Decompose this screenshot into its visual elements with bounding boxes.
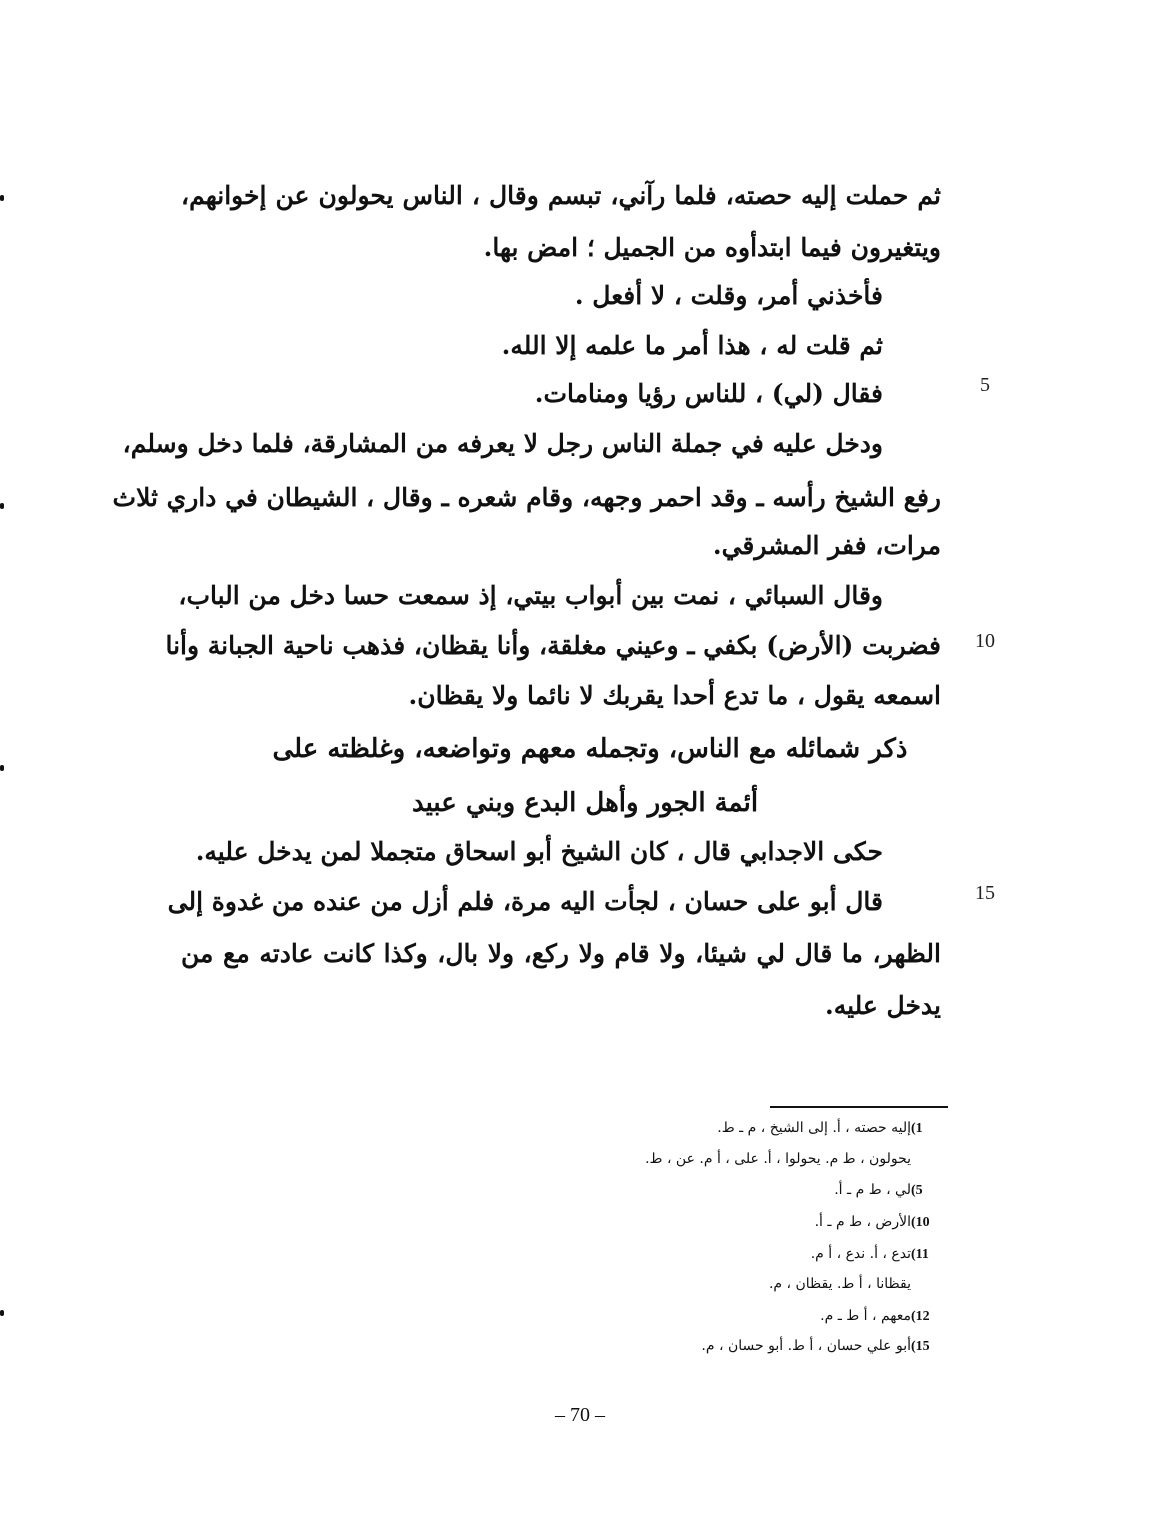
body-line: قال أبو على حسان ، لجأت اليه مرة، فلم أزل من عنده من غدوة إلى [167, 887, 883, 916]
line-number: 5 [980, 374, 990, 396]
footnote-text: معهم ، أ ط ـ م. [820, 1308, 911, 1324]
scan-edge-mark [0, 765, 4, 771]
footnote-text: تدع ، أ. ندع ، أ م. [810, 1246, 911, 1262]
body-line: ويتغيرون فيما ابتدأوه من الجميل ؛ امض بها. [483, 233, 941, 262]
body-line: فضربت (الأرض) بكفي ـ وعيني مغلقة، وأنا يقظان، فذهب ناحية الجبانة وأنا [165, 631, 941, 660]
body-line: مرات، ففر المشرقي. [712, 531, 941, 560]
body-line: وقال السبائي ، نمت بين أبواب بيتي، إذ سمعت حسا دخل من الباب، [178, 581, 883, 610]
footnote-number: 12) [911, 1309, 930, 1324]
footnote [811, 1244, 941, 1266]
footnote-number: 5) [911, 1183, 923, 1198]
footnote [717, 1118, 941, 1140]
scan-edge-mark [0, 195, 4, 201]
body-line: يدخل عليه. [824, 991, 941, 1020]
footnote [769, 1274, 941, 1296]
body-line: اسمعه يقول ، ما تدع أحدا يقربك لا نائما ولا يقظان. [408, 681, 941, 710]
footnote-number: 1) [911, 1121, 923, 1136]
footnote [834, 1180, 941, 1202]
footnote-text: إليه حصته ، أ. إلى الشيخ ، م ـ ط. [717, 1120, 911, 1136]
section-heading: أئمة الجور وأهل البدع وبني عبيد [411, 788, 759, 818]
section-heading: ذكر شمائله مع الناس، وتجمله معهم وتواضعه، وغلظته على [272, 734, 908, 764]
line-number: 10 [975, 630, 995, 652]
body-line: رفع الشيخ رأسه ـ وقد احمر وجهه، وقام شعره ـ وقال ، الشيطان في داري ثلاث [112, 483, 941, 512]
body-line: الظهر، ما قال لي شيئا، ولا قام ولا ركع، ولا بال، وكذا كانت عادته مع من [181, 939, 941, 968]
footnote [701, 1336, 941, 1358]
footnote-number: 15) [911, 1339, 930, 1354]
footnote-text: أبو علي حسان ، أ ط. أبو حسان ، م. [701, 1338, 911, 1354]
body-line: ثم قلت له ، هذا أمر ما علمه إلا الله. [501, 331, 883, 360]
scan-edge-mark [0, 503, 4, 509]
body-line: حكى الاجدابي قال ، كان الشيخ أبو اسحاق متجملا لمن يدخل عليه. [195, 837, 883, 866]
footnote [815, 1212, 941, 1234]
body-line: ثم حملت إليه حصته، فلما رآني، تبسم وقال ، الناس يحولون عن إخوانهم، [181, 181, 941, 210]
footnote-text: يحولون ، ط م. يحولوا ، أ. على ، أ م. عن ، ط. [645, 1151, 911, 1167]
scan-edge-mark [0, 1310, 4, 1316]
footnote-text: لي ، ط م ـ أ. [834, 1182, 911, 1198]
body-line: فأخذني أمر، وقلت ، لا أفعل . [574, 281, 883, 310]
footnote-text: الأرض ، ط م ـ أ. [814, 1214, 911, 1230]
page-number: – 70 – [555, 1404, 605, 1426]
footnote-number: 10) [911, 1215, 930, 1230]
body-line: ودخل عليه في جملة الناس رجل لا يعرفه من المشارقة، فلما دخل وسلم، [122, 429, 883, 458]
footnote [645, 1149, 941, 1171]
footnote-separator [770, 1106, 948, 1108]
body-line: فقال (لي) ، للناس رؤيا ومنامات. [534, 379, 883, 408]
line-number: 15 [975, 882, 995, 904]
footnote [820, 1306, 941, 1328]
footnote-number: 11) [911, 1247, 929, 1262]
footnote-text: يقظانا ، أ ط. يقظان ، م. [768, 1276, 911, 1292]
